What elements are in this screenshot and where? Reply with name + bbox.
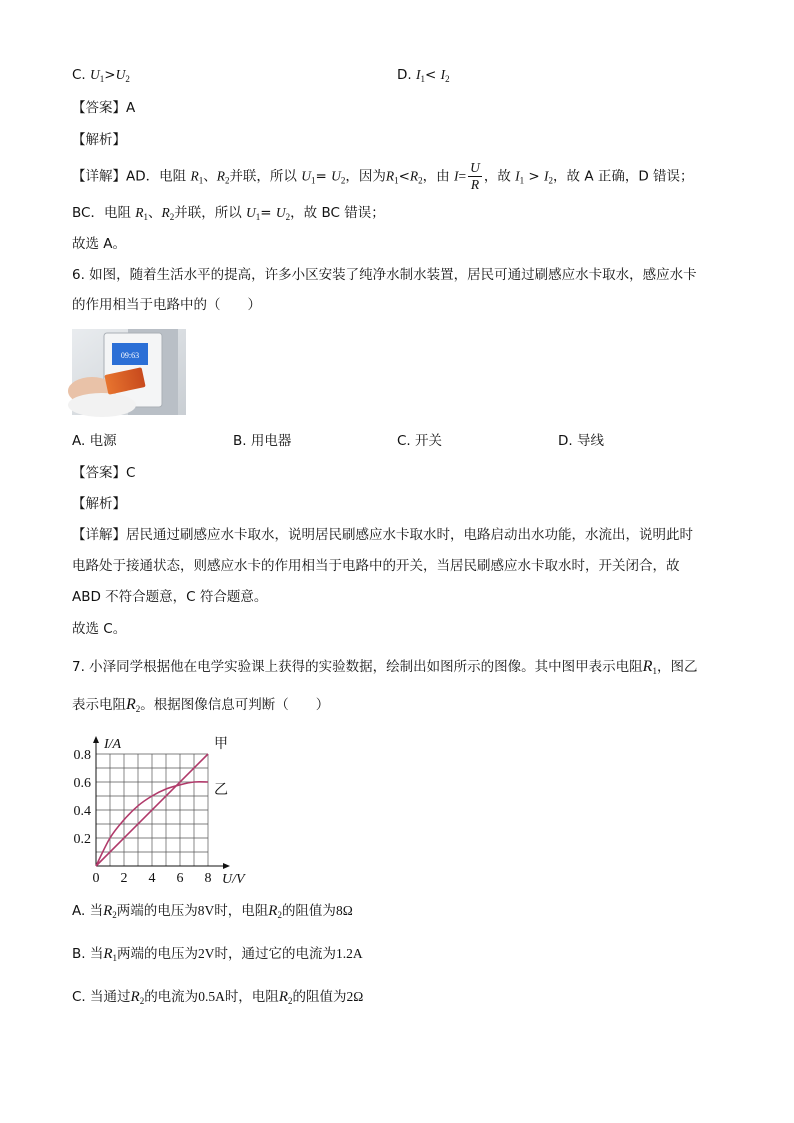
- q6-stem-line-1: 6. 如图，随着生活水平的提高，许多小区安装了纯净水制水装置，居民可通过刷感应水卡取水，感应水卡: [72, 267, 697, 283]
- y-axis-arrow: [93, 736, 99, 743]
- q7-option-b: B. 当$R_1$两端的电压为2V时，通过它的电流为1.2A: [72, 946, 363, 963]
- x-axis-arrow: [223, 863, 230, 869]
- q5-detail-line-1: 【详解】AD．电阻 $R_1$、$R_2$并联，所以 $U_1= U_2$，因为$R_1<R_2$，由 I= $\frac{U}{R}$ ，故 $I_1 > I_2$，故 A 正确，D 错误；: [72, 160, 694, 192]
- y-tick-label: 0.2: [73, 832, 91, 847]
- q7-stem-line-1: 7. 小泽同学根据他在电学实验课上获得的实验数据，绘制出如图所示的图像。其中图甲表示电阻$R_1$，图乙: [72, 658, 698, 676]
- q6-analysis-tag: 【解析】: [72, 496, 126, 512]
- q6-option-b: B. 用电器: [233, 433, 292, 449]
- x-tick-label: 4: [148, 871, 156, 886]
- q5-option-d: D. $I_1< I_2$: [397, 67, 450, 84]
- fraction-u-over-r: $\frac{U}{R}$: [470, 160, 480, 192]
- y-axis-label: I/A: [104, 737, 122, 752]
- x-axis-label: U/V: [222, 872, 245, 887]
- chart-labels: [74, 736, 247, 887]
- x-tick-label: 8: [204, 871, 212, 886]
- q6-conclusion: 故选 C。: [72, 621, 127, 637]
- series-label: 乙: [214, 783, 228, 798]
- q6-stem-line-2: 的作用相当于电路中的（ ）: [72, 297, 261, 313]
- q7-option-c: C. 当通过$R_2$的电流为0.5A时，电阻$R_2$的阻值为2Ω: [72, 989, 364, 1006]
- q5-conclusion: 故选 A。: [72, 236, 127, 252]
- series-label: 甲: [214, 737, 228, 752]
- answer-tag: 【答案】: [72, 100, 126, 116]
- q5-analysis-tag: 【解析】: [72, 132, 126, 148]
- q5-detail-line-2: BC．电阻 $R_1$、$R_2$并联，所以 $U_1= U_2$，故 BC 错误；: [72, 205, 385, 222]
- q5-option-c: C. $U_1>U_2$: [72, 67, 130, 84]
- q7-stem-line-2: 表示电阻$R_2$。根据图像信息可判断（ ）: [72, 696, 330, 714]
- y-tick-label: 0.8: [73, 748, 91, 763]
- q6-option-c: C. 开关: [397, 433, 443, 449]
- iu-graph: [70, 730, 245, 890]
- q6-detail-line-3: ABD 不符合题意，C 符合题意。: [72, 589, 268, 605]
- y-tick-label: 0.6: [73, 776, 91, 791]
- q6-answer: 【答案】C: [72, 465, 136, 481]
- water-card-photo: [72, 329, 186, 415]
- x-tick-label: 6: [176, 871, 184, 886]
- q6-detail-line-2: 电路处于接通状态，则感应水卡的作用相当于电路中的开关，当居民刷感应水卡取水时，开关闭合，故: [72, 558, 680, 574]
- q6-option-d: D. 导线: [558, 433, 604, 449]
- svg-text:09:63: 09:63: [120, 351, 140, 360]
- q6-detail-line-1: 【详解】居民通过刷感应水卡取水，说明居民刷感应水卡取水时，电路启动出水功能，水流出，说明此时: [72, 527, 693, 543]
- q5-answer: 【答案】A: [72, 100, 136, 116]
- q6-option-a: A. 电源: [72, 433, 117, 449]
- q7-option-a: A. 当$R_2$两端的电压为8V时，电阻$R_2$的阻值为8Ω: [72, 903, 353, 920]
- x-tick-label: 2: [120, 871, 128, 886]
- y-tick-label: 0.4: [73, 804, 91, 819]
- x-tick-label: 0: [92, 871, 100, 886]
